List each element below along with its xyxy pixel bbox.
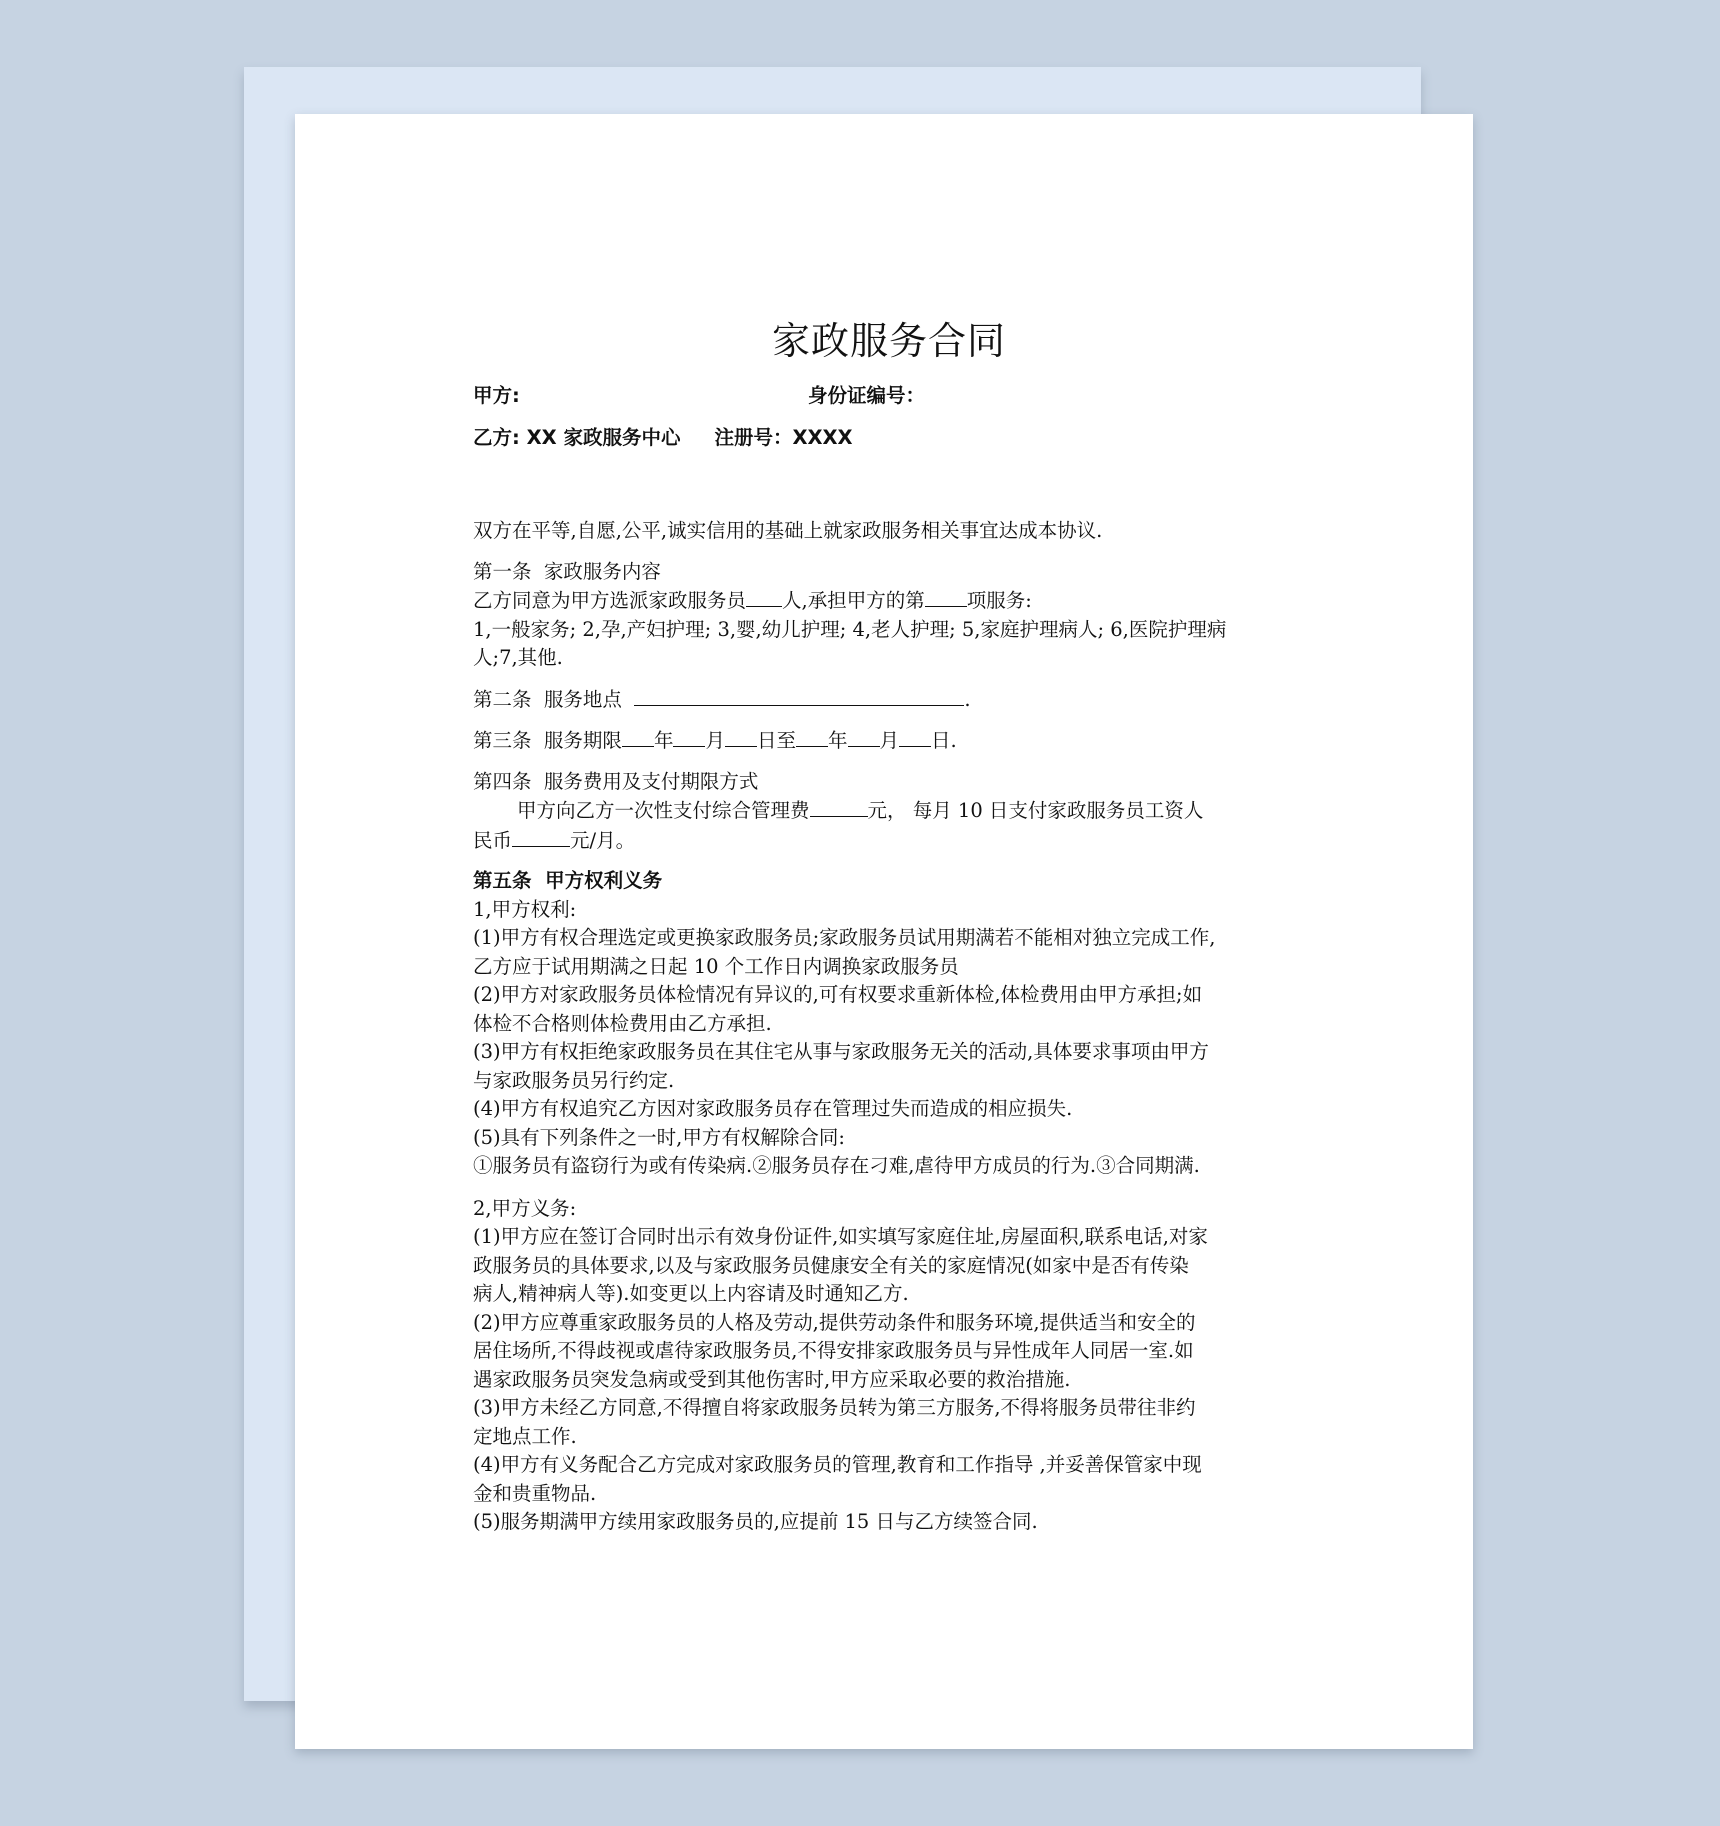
right-1-line-1: (1)甲方有权合理选定或更换家政服务员;家政服务员试用期满若不能相对独立完成工作, [473,926,1216,949]
article-1-title: 家政服务内容 [543,559,661,583]
fill-blank [848,726,880,747]
date-unit: 月 [705,729,725,752]
duty-4-line-1: (4)甲方有义务配合乙方完成对家政服务员的管理,教育和工作指导 ,并妥善保管家中现 [473,1453,1202,1476]
article-1-line-1 [473,586,1305,616]
registration-label: 注册号：XXXX [714,426,853,449]
fill-blank [899,726,931,747]
article-1-heading [473,558,1305,587]
article-2 [473,685,1305,715]
article-2-title: 服务地点 [543,687,622,711]
intro-paragraph: 双方在平等,自愿,公平,诚实信用的基础上就家政服务相关事宜达成本协议. [473,519,1103,542]
duties-heading: 2,甲方义务: [473,1196,577,1220]
article-3 [473,726,1305,756]
article-4-line-2 [473,826,1305,856]
date-unit: 日至 [756,729,796,752]
party-b-row [473,417,1305,459]
article-4-text: 元/月。 [570,828,636,852]
id-number-label: 身份证编号： [808,384,926,407]
duty-2-line-2: 居住场所,不得歧视或虐待家政服务员,不得安排家政服务员与异性成年人同居一室.如 [473,1339,1194,1362]
duty-2-line-1: (2)甲方应尊重家政服务员的人格及劳动,提供劳动条件和服务环境,提供适当和安全的 [473,1310,1196,1334]
article-3-title: 服务期限 [543,729,622,752]
article-1-line-3: 人;7,其他. [473,646,563,669]
article-1-text: 人,承担甲方的第 [782,589,925,612]
duty-1-line-3: 病人,精神病人等).如变更以上内容请及时通知乙方. [473,1282,909,1305]
article-5 [473,867,1305,1537]
duty-1-line-2: 政服务员的具体要求,以及与家政服务员健康安全有关的家庭情况(如家中是否有传染 [473,1253,1189,1277]
rights-heading: 1,甲方权利: [473,897,577,921]
right-3-line-2: 与家政服务员另行约定. [473,1068,675,1092]
right-4: (4)甲方有权追究乙方因对家政服务员存在管理过失而造成的相应损失. [473,1097,1073,1120]
right-3-line-1: (3)甲方有权拒绝家政服务员在其住宅从事与家政服务无关的活动,具体要求事项由甲方 [473,1040,1209,1063]
article-1-line-2: 1,一般家务; 2,孕,产妇护理; 3,婴,幼儿护理; 4,老人护理; 5,家庭护理病人; 6,医院护理病 [473,617,1227,641]
right-5-line-2: ①服务员有盗窃行为或有传染病.②服务员存在刁难,虐待甲方成员的行为.③合同期满. [473,1154,1200,1177]
duty-3-line-2: 定地点工作. [473,1424,577,1448]
fill-blank [925,586,967,607]
fill-blank [622,726,654,747]
duty-5: (5)服务期满甲方续用家政服务员的,应提前 15 日与乙方续签合同. [473,1510,1038,1533]
party-b-label: 乙方: XX 家政服务中心 [473,426,681,449]
article-5-number: 第五条 [473,869,532,892]
date-unit: 年 [653,729,674,752]
article-4-title: 服务费用及支付期限方式 [543,769,759,793]
article-4-text: 民币 [473,828,513,852]
article-1-number: 第一条 [473,559,532,583]
article-1-text: 项服务: [966,589,1032,612]
article-2-end: . [964,687,971,711]
right-2-line-1: (2)甲方对家政服务员体检情况有异议的,可有权要求重新体检,体检费用由甲方承担;如 [473,983,1203,1006]
fill-blank [673,726,705,747]
article-4-text: 甲方向乙方一次性支付综合管理费 [517,799,810,822]
date-unit: 日. [931,729,957,752]
article-4 [473,768,1305,856]
article-1 [473,558,1305,673]
fill-blank [634,685,964,706]
fill-blank [810,796,868,817]
party-a-label: 甲方: [473,384,520,407]
article-5-title: 甲方权利义务 [545,869,663,892]
duty-1-line-1: (1)甲方应在签订合同时出示有效身份证件,如实填写家庭住址,房屋面积,联系电话,对家 [473,1225,1208,1248]
contract-document [473,316,1305,1537]
article-3-number: 第三条 [473,729,532,752]
article-4-number: 第四条 [473,769,532,793]
article-4-text: 元， 每月 10 日支付家政服务员工资人 [867,799,1204,822]
date-unit: 月 [879,729,900,752]
right-2-line-2: 体检不合格则体检费用由乙方承担. [473,1011,772,1035]
right-1-line-2: 乙方应于试用期满之日起 10 个工作日内调换家政服务员 [473,954,959,978]
right-5-line-1: (5)具有下列条件之一时,甲方有权解除合同: [473,1125,845,1149]
date-unit: 年 [827,729,848,752]
article-2-number: 第二条 [473,687,532,711]
fill-blank [512,826,570,847]
duty-2-line-3: 遇家政服务员突发急病或受到其他伤害时,甲方应采取必要的救治措施. [473,1367,1071,1391]
party-a-row [473,375,1305,417]
duty-3-line-1: (3)甲方未经乙方同意,不得擅自将家政服务员转为第三方服务,不得将服务员带往非约 [473,1396,1196,1419]
document-title: 家政服务合同 [771,319,1006,363]
fill-blank [746,586,782,607]
article-1-text: 乙方同意为甲方选派家政服务员 [473,589,747,612]
fill-blank [796,726,828,747]
duty-4-line-2: 金和贵重物品. [473,1481,597,1505]
fill-blank [725,726,757,747]
article-4-line-1 [473,796,1305,826]
